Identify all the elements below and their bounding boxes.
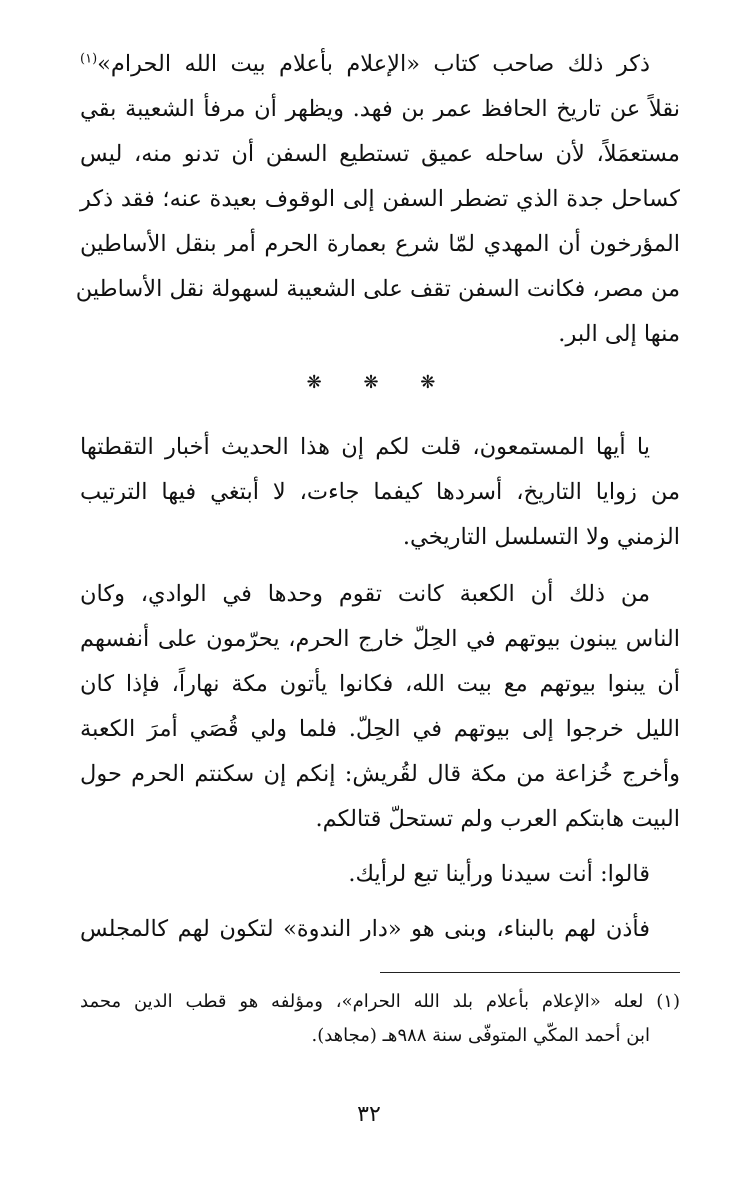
paragraph-3 bbox=[80, 572, 680, 842]
text-line: من زوايا التاريخ، أسردها كيفما جاءت، لا أبتغي فيها الترتيب bbox=[80, 479, 680, 505]
text-line-content: ذكر ذلك صاحب كتاب «الإعلام بأعلام بيت الله الحرام» bbox=[97, 51, 650, 77]
paragraph-gap bbox=[80, 560, 680, 572]
text-line: نقلاً عن تاريخ الحافظ عمر بن فهد. ويظهر أن مرفأ الشعيبة بقي bbox=[80, 96, 680, 122]
text-line: أن يبنوا بيوتهم مع بيت الله، فكانوا يأتون مكة نهاراً، فإذا كان bbox=[80, 671, 680, 697]
paragraph-5 bbox=[80, 907, 680, 952]
paragraph-2 bbox=[80, 425, 680, 560]
text-line: مستعمَلاً، لأن ساحله عميق تستطيع السفن أن تدنو منه، ليس bbox=[80, 141, 680, 167]
text-line: من مصر، فكانت السفن تقف على الشعيبة لسهولة نقل الأساطين bbox=[75, 276, 680, 302]
footnote-reference[interactable]: (١) bbox=[80, 51, 98, 67]
text-line: كساحل جدة الذي تضطر السفن إلى الوقوف بعيدة عنه؛ فقد ذكر bbox=[80, 186, 680, 212]
footnote-line: (١) لعله «الإعلام بأعلام بلد الله الحرام»، ومؤلفه هو قطب الدين محمد bbox=[80, 991, 680, 1012]
paragraph-4 bbox=[80, 852, 680, 897]
footnote-line: ابن أحمد المكّي المتوفّى سنة ٩٨٨هـ (مجاهد). bbox=[311, 1025, 650, 1046]
page-number: ٣٢ bbox=[357, 1102, 381, 1127]
paragraph-gap bbox=[80, 897, 680, 907]
paragraph-gap bbox=[80, 842, 680, 852]
text-line: يا أيها المستمعون، قلت لكم إن هذا الحديث أخبار التقطتها bbox=[80, 434, 650, 460]
text-line: قالوا: أنت سيدنا ورأينا تبع لرأيك. bbox=[348, 861, 650, 887]
footnote-divider bbox=[380, 972, 680, 973]
text-line bbox=[80, 42, 680, 87]
footnote bbox=[80, 985, 680, 1053]
text-line: من ذلك أن الكعبة كانت تقوم وحدها في الوادي، وكان bbox=[80, 581, 650, 607]
text-line: منها إلى البر. bbox=[558, 321, 680, 347]
text-line: البيت هابتكم العرب ولم تستحلّ قتالكم. bbox=[315, 806, 680, 832]
text-line: وأخرج خُزاعة من مكة قال لقُريش: إنكم إن سكنتم الحرم حول bbox=[80, 761, 680, 787]
text-line: الناس يبنون بيوتهم في الحِلّ خارج الحرم، يحرّمون على أنفسهم bbox=[80, 626, 680, 652]
section-separator: ❋ ❋ ❋ bbox=[306, 372, 454, 393]
paragraph-1 bbox=[75, 42, 710, 357]
page-body bbox=[75, 42, 680, 952]
text-line: المؤرخون أن المهدي لمّا شرع بعمارة الحرم أمر بنقل الأساطين bbox=[80, 231, 680, 257]
text-line: الليل خرجوا إلى بيوتهم في الحِلّ. فلما ولي قُصَي أمرَ الكعبة bbox=[80, 716, 680, 742]
text-line: فأذن لهم بالبناء، وبنى هو «دار الندوة» لتكون لهم كالمجلس bbox=[80, 916, 650, 942]
text-line: الزمني ولا التسلسل التاريخي. bbox=[402, 524, 680, 550]
